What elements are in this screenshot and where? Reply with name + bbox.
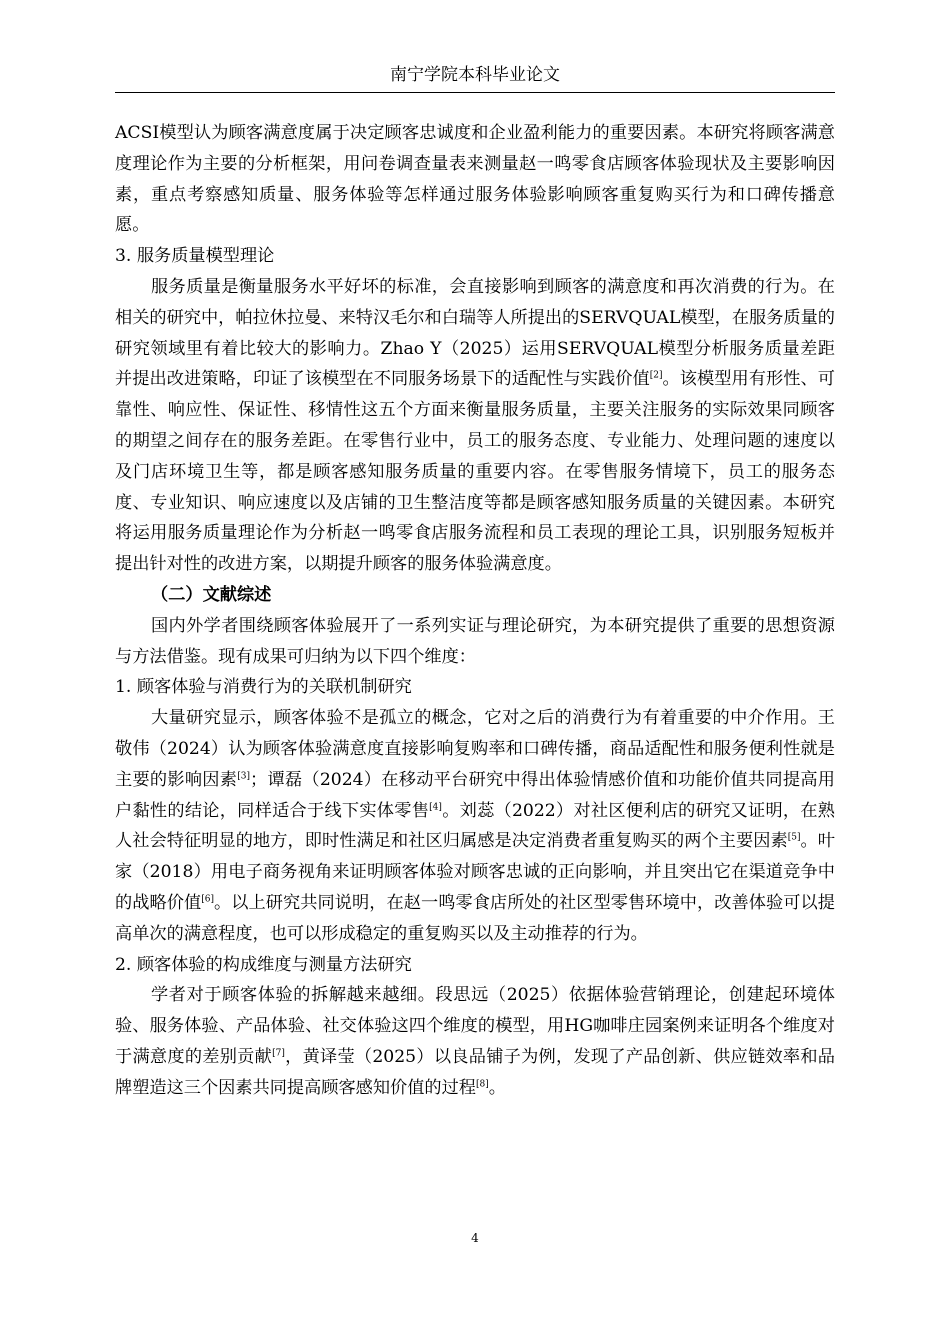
section-heading-literature-review: （二）文献综述: [151, 584, 272, 605]
paragraph-service-quality: [115, 272, 835, 580]
paragraph-experience-dimensions: [115, 980, 835, 1103]
subsection-heading-1: 1. 顾客体验与消费行为的关联机制研究: [115, 677, 412, 698]
text-run: 。刘蕊（2022）对社区便利店的研究又证明，在熟人社会特征明显的地方，即时性满足和社区归属感是决定消费者重复购买的两个主要因素: [115, 800, 835, 852]
page-header-title: 南宁学院本科毕业论文: [390, 65, 560, 85]
text-run: 。叶家（2018）用电子商务视角来证明顾客体验对顾客忠诚的正向影响，并且突出它在渠道竞争中的战略价值: [115, 831, 835, 913]
citation-ref: [6]: [201, 894, 214, 905]
text-run: 。以上研究共同说明，在赵一鸣零食店所处的社区型零售环境中，改善体验可以提高单次的满意程度，也可以形成稳定的重复购买以及主动推荐的行为。: [115, 892, 835, 944]
text-run: ，黄译莹（2025）以良品铺子为例，发现了产品创新、供应链效率和品牌塑造这三个因素共同提高顾客感知价值的过程: [115, 1046, 835, 1098]
header-divider: [115, 92, 835, 93]
text-run: ；谭磊（2024）在移动平台研究中得出体验情感价值和功能价值共同提高用户黏性的结论，同样适合于线下实体零售: [115, 769, 835, 821]
text-run: 服务质量是衡量服务水平好坏的标准，会直接影响到顾客的满意度和再次消费的行为。在相关的研究中，帕拉休拉曼、来特汉毛尔和白瑞等人所提出的SERVQUAL模型，在服务质量的研究领域里有着比较大的影响力。Zhao Y（2025）运用SERVQUAL模型分析服务质量差距并提出改进策略，印证了该模型在不同服务场景下的适配性与实践价值: [115, 276, 835, 390]
citation-ref: [5]: [787, 832, 801, 843]
subsection-heading-2: 2. 顾客体验的构成维度与测量方法研究: [115, 954, 412, 975]
citation-ref: [7]: [272, 1048, 285, 1059]
citation-ref: [3]: [237, 771, 250, 781]
text-run: 大量研究显示，顾客体验不是孤立的概念，它对之后的消费行为有着重要的中介作用。王敬伟（2024）认为顾客体验满意度直接影响复购率和口碑传播，商品适配性和服务便利性就是主要的影响因素: [115, 708, 835, 790]
text-run: 学者对于顾客体验的拆解越来越细。段思远（2025）依据体验营销理论，创建起环境体验、服务体验、产品体验、社交体验这四个维度的模型，用HG咖啡庄园案例来证明各个维度对于满意度的差别贡献: [115, 985, 835, 1067]
paragraph-acsi: ACSI模型认为顾客满意度属于决定顾客忠诚度和企业盈利能力的重要因素。本研究将顾客满意度理论作为主要的分析框架，用问卷调查量表来测量赵一鸣零食店顾客体验现状及主要影响因素，重点考察感知质量、服务体验等怎样通过服务体验影响顾客重复购买行为和口碑传播意愿。: [115, 123, 835, 236]
citation-ref: [8]: [475, 1078, 489, 1089]
citation-ref: [2]: [649, 370, 663, 381]
citation-ref: [4]: [429, 801, 442, 812]
text-run: 。该模型用有形性、可靠性、响应性、保证性、移情性这五个方面来衡量服务质量，主要关注服务的实际效果同顾客的期望之间存在的服务差距。在零售行业中，员工的服务态度、专业能力、处理问题的速度以及门店环境卫生等，都是顾客感知服务质量的重要内容。在零售服务情境下，员工的服务态度、专业知识、响应速度以及店铺的卫生整洁度等都是顾客感知服务质量的关键因素。本研究将运用服务质量理论作为分析赵一鸣零食店服务流程和员工表现的理论工具，识别服务短板并提出针对性的改进方案，以期提升顾客的服务体验满意度。: [115, 369, 835, 575]
page-number: 4: [471, 1231, 479, 1245]
text-run: 。: [488, 1077, 506, 1098]
paragraph-experience-behavior: [115, 703, 835, 949]
paragraph-review-intro: 国内外学者围绕顾客体验展开了一系列实证与理论研究，为本研究提供了重要的思想资源与方法借鉴。现有成果可归纳为以下四个维度：: [115, 615, 835, 667]
page-body: [115, 118, 835, 1104]
section-heading-servqual: 3. 服务质量模型理论: [115, 246, 275, 267]
